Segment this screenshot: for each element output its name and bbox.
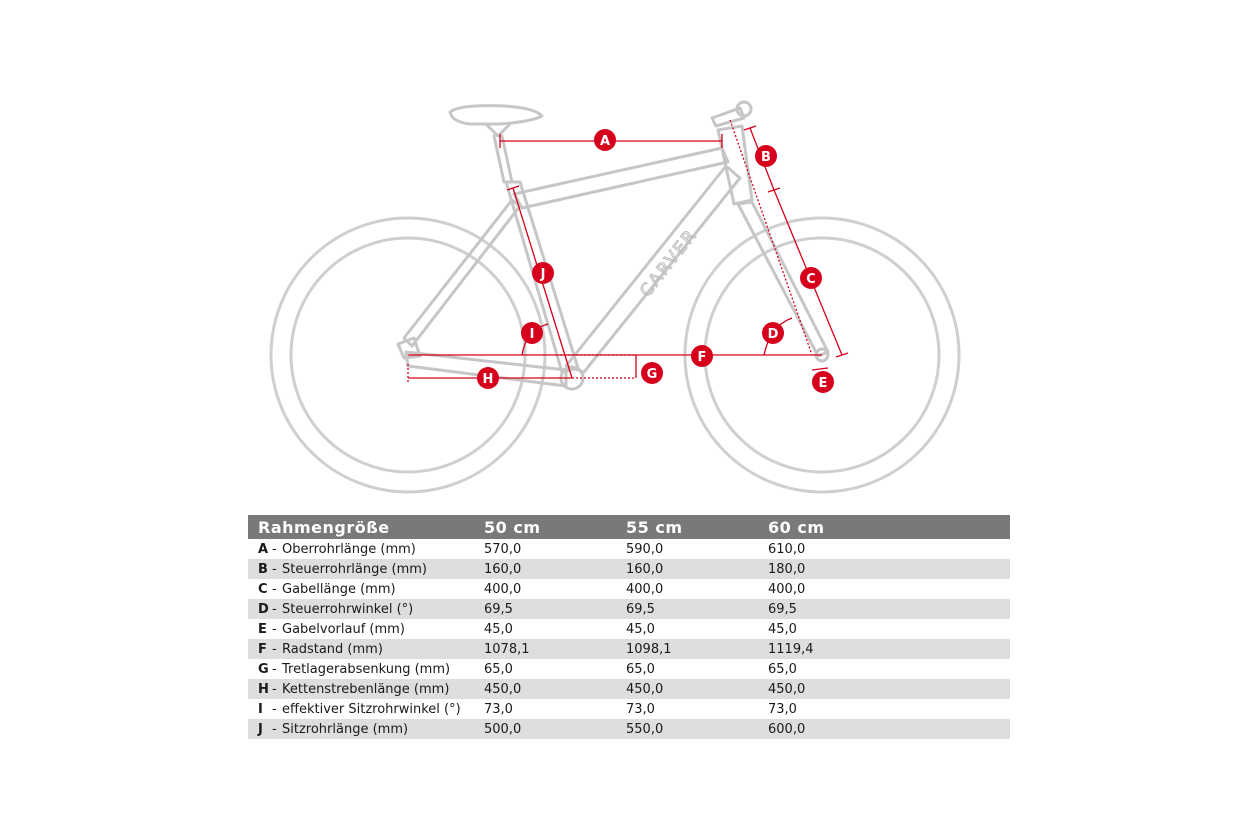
row-value: 450,0 <box>474 679 616 699</box>
row-label-text: effektiver Sitzrohrwinkel (°) <box>282 701 461 717</box>
row-value: 160,0 <box>474 559 616 579</box>
marker-I <box>521 322 543 344</box>
row-value: 45,0 <box>626 621 655 637</box>
row-key: E <box>258 621 267 637</box>
marker-J <box>532 262 554 284</box>
row-label: B - Steuerrohrlänge (mm) <box>248 559 474 579</box>
row-label: C - Gabellänge (mm) <box>258 581 396 597</box>
head-tube <box>718 126 752 204</box>
geometry-table <box>248 515 1010 739</box>
row-label: G - Tretlagerabsenkung (mm) <box>258 661 451 677</box>
marker-B <box>755 145 777 167</box>
row-key: C <box>258 581 268 597</box>
row-value: 600,0 <box>758 719 1010 739</box>
row-label-text: Gabellänge (mm) <box>282 581 396 597</box>
row-key: H <box>258 681 269 697</box>
table-row <box>248 599 1010 619</box>
row-label-text: Oberrohrlänge (mm) <box>282 541 416 557</box>
svg-text:F: F <box>697 350 707 365</box>
seat-stay <box>404 200 520 346</box>
row-key: B <box>258 561 268 577</box>
row-value: 73,0 <box>768 701 797 717</box>
row-key: A <box>258 541 269 557</box>
svg-text:G: G <box>646 367 658 382</box>
row-value: 590,0 <box>626 541 664 557</box>
svg-text:A: A <box>599 134 611 149</box>
row-value: 500,0 <box>474 719 616 739</box>
header-frame-size: Rahmengröße <box>248 515 474 539</box>
table-row <box>248 619 1010 639</box>
row-value: 65,0 <box>626 661 655 677</box>
row-value: 69,5 <box>474 599 616 619</box>
table-row <box>248 699 1010 719</box>
table-row <box>248 559 1010 579</box>
row-label: I - effektiver Sitzrohrwinkel (°) <box>258 701 461 717</box>
svg-text:J: J <box>540 267 546 282</box>
row-label-text: Sitzrohrlänge (mm) <box>282 721 409 737</box>
row-label: F - Radstand (mm) <box>248 639 474 659</box>
row-value: 400,0 <box>768 581 806 597</box>
top-tube <box>514 148 728 208</box>
row-value: 550,0 <box>616 719 758 739</box>
row-value: 1119,4 <box>758 639 1010 659</box>
row-value: 73,0 <box>484 701 513 717</box>
row-value: 160,0 <box>616 559 758 579</box>
row-value: 73,0 <box>626 701 655 717</box>
row-value: 450,0 <box>616 679 758 699</box>
row-value: 180,0 <box>758 559 1010 579</box>
row-value: 69,5 <box>616 599 758 619</box>
header-size-60: 60 cm <box>758 515 1010 539</box>
row-label: D - Steuerrohrwinkel (°) <box>248 599 474 619</box>
row-value: 45,0 <box>768 621 797 637</box>
marker-D <box>762 322 784 344</box>
table-row <box>248 639 1010 659</box>
row-key: J <box>258 721 263 737</box>
row-label-text: Steuerrohrlänge (mm) <box>282 561 427 577</box>
marker-A <box>594 129 616 151</box>
row-label: H - Kettenstrebenlänge (mm) <box>248 679 474 699</box>
svg-text:E: E <box>818 376 828 391</box>
row-value: 1098,1 <box>616 639 758 659</box>
table-row <box>248 659 1010 679</box>
row-value: 400,0 <box>484 581 522 597</box>
table-row <box>248 719 1010 739</box>
marker-E <box>812 371 834 393</box>
row-key: I <box>258 701 263 717</box>
seatpost <box>494 136 512 182</box>
header-size-55: 55 cm <box>616 515 758 539</box>
row-value: 45,0 <box>484 621 513 637</box>
row-label: A - Oberrohrlänge (mm) <box>258 541 416 557</box>
row-value: 450,0 <box>758 679 1010 699</box>
row-key: D <box>258 601 269 617</box>
table-row <box>248 579 1010 599</box>
stem <box>712 108 744 126</box>
svg-text:H: H <box>482 372 494 387</box>
brand-logo: CARVER <box>636 225 702 302</box>
row-label-text: Radstand (mm) <box>282 641 383 657</box>
row-value: 570,0 <box>484 541 522 557</box>
row-value: 610,0 <box>768 541 806 557</box>
svg-text:C: C <box>806 272 816 287</box>
marker-G <box>641 362 663 384</box>
table-header-row <box>248 515 1010 539</box>
row-label-text: Gabelvorlauf (mm) <box>282 621 405 637</box>
svg-text:I: I <box>529 327 535 342</box>
svg-text:D: D <box>767 327 779 342</box>
table-row <box>248 539 1010 559</box>
saddle <box>450 106 542 124</box>
row-value: 400,0 <box>626 581 664 597</box>
dimension-lines <box>408 120 848 384</box>
row-value: 1078,1 <box>474 639 616 659</box>
row-label: E - Gabelvorlauf (mm) <box>258 621 405 637</box>
marker-H <box>477 367 499 389</box>
marker-C <box>800 267 822 289</box>
row-label-text: Tretlagerabsenkung (mm) <box>282 661 451 677</box>
table-row <box>248 679 1010 699</box>
row-label-text: Steuerrohrwinkel (°) <box>282 601 414 617</box>
row-label: J - Sitzrohrlänge (mm) <box>248 719 474 739</box>
header-size-50: 50 cm <box>474 515 616 539</box>
row-label-text: Kettenstrebenlänge (mm) <box>282 681 450 697</box>
row-value: 65,0 <box>484 661 513 677</box>
row-key: F <box>258 641 267 657</box>
marker-F <box>691 345 713 367</box>
row-value: 69,5 <box>758 599 1010 619</box>
svg-text:B: B <box>761 150 771 165</box>
row-key: G <box>258 661 269 677</box>
row-value: 65,0 <box>768 661 797 677</box>
